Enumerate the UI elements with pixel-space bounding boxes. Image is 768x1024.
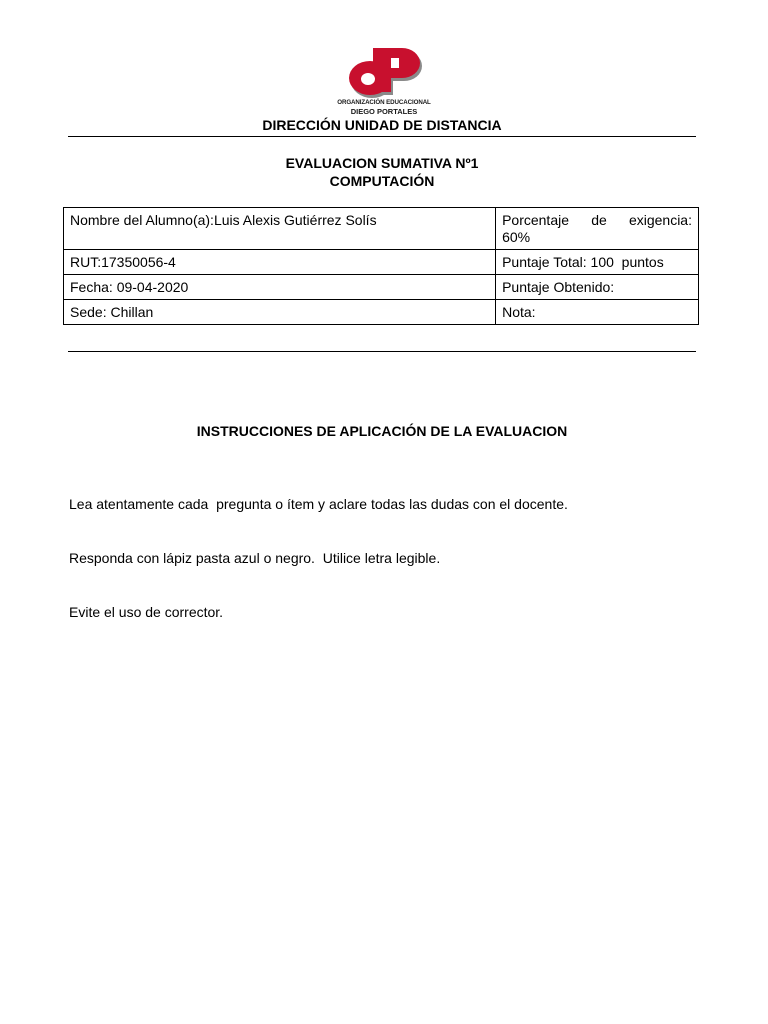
instruction-line: Lea atentamente cada pregunta o ítem y aclare todas las dudas con el docente. <box>69 496 568 512</box>
date-cell: Fecha: 09-04-2020 <box>64 275 496 300</box>
campus-cell: Sede: Chillan <box>64 300 496 325</box>
header-divider <box>68 136 696 137</box>
obtained-score-cell: Puntaje Obtenido: <box>496 275 699 300</box>
instruction-line: Responda con lápiz pasta azul o negro. Utilice letra legible. <box>69 550 441 566</box>
instructions-body <box>69 459 709 657</box>
exigencia-label <box>502 212 692 229</box>
exigencia-cell <box>496 208 699 250</box>
evaluation-title-line1: EVALUACION SUMATIVA Nº1 <box>285 155 479 171</box>
table-row <box>64 275 699 300</box>
dp-logo-icon <box>346 44 422 98</box>
section-divider <box>68 351 696 352</box>
evaluation-title <box>68 154 696 190</box>
exigencia-word: de <box>591 212 607 228</box>
exigencia-word: exigencia: <box>628 212 692 228</box>
institution-logo <box>334 44 434 118</box>
total-score-cell: Puntaje Total: 100 puntos <box>496 250 699 275</box>
exigencia-value: 60% <box>502 229 531 245</box>
logo-text-name: DIEGO PORTALES <box>350 107 418 116</box>
header-title: DIRECCIÓN UNIDAD DE DISTANCIA <box>262 117 502 133</box>
table-row <box>64 250 699 275</box>
table-row <box>64 300 699 325</box>
instructions-title: INSTRUCCIONES DE APLICACIÓN DE LA EVALUACION <box>196 423 568 439</box>
logo-text-organization: ORGANIZACIÓN EDUCACIONAL <box>337 99 431 106</box>
student-info-table <box>63 207 699 325</box>
instruction-line: Evite el uso de corrector. <box>69 604 224 620</box>
rut-cell: RUT:17350056-4 <box>64 250 496 275</box>
student-name-cell: Nombre del Alumno(a):Luis Alexis Gutiérrez Solís <box>64 208 496 250</box>
exigencia-word: Porcentaje <box>502 212 570 228</box>
table-row <box>64 208 699 250</box>
grade-cell: Nota: <box>496 300 699 325</box>
evaluation-subject: COMPUTACIÓN <box>329 173 435 189</box>
